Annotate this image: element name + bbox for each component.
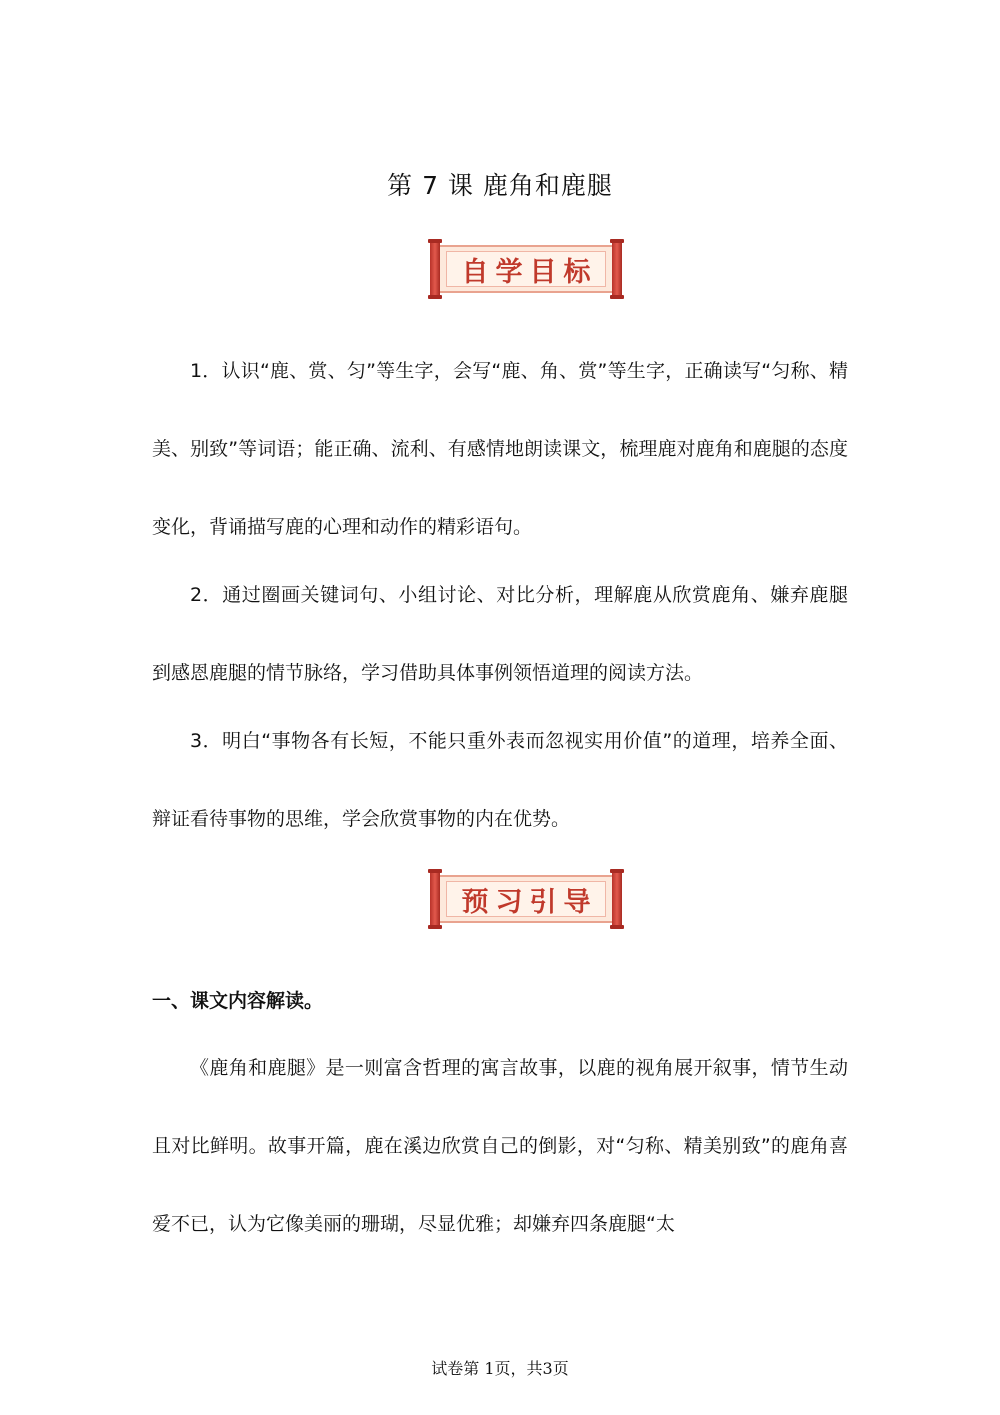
banner-preview-guide bbox=[430, 871, 622, 927]
banner-self-study-goals bbox=[430, 241, 622, 297]
banner-panel bbox=[440, 245, 612, 293]
scroll-rod-right bbox=[612, 871, 622, 927]
section-paragraph: 《鹿角和鹿腿》是一则富含哲理的寓言故事，以鹿的视角展开叙事，情节生动且对比鲜明。故事开篇，鹿在溪边欣赏自己的倒影，对“匀称、精美别致”的鹿角喜爱不已，认为它像美丽的珊瑚，尽显优雅；却嫌弃四条鹿腿“太 bbox=[152, 1057, 848, 1235]
goal-item-3: 3．明白“事物各有长短，不能只重外表而忽视实用价值”的道理，培养全面、辩证看待事物的思维，学会欣赏事物的内在优势。 bbox=[152, 730, 848, 830]
page-footer: 试卷第 1页，共3页 bbox=[431, 1359, 569, 1378]
goal-item-1: 1．认识“鹿、赏、匀”等生字，会写“鹿、角、赏”等生字，正确读写“匀称、精美、别致”等词语；能正确、流利、有感情地朗读课文，梳理鹿对鹿角和鹿腿的态度变化，背诵描写鹿的心理和动作的精彩语句。 bbox=[152, 360, 848, 538]
goal-item-2: 2．通过圈画关键词句、小组讨论、对比分析，理解鹿从欣赏鹿角、嫌弃鹿腿到感恩鹿腿的情节脉络，学习借助具体事例领悟道理的阅读方法。 bbox=[152, 584, 848, 684]
banner-label: 自学目标 bbox=[446, 251, 606, 287]
section-heading: 一、课文内容解读。 bbox=[152, 990, 324, 1012]
scroll-rod-left bbox=[430, 871, 440, 927]
page-title: 第 7 课 鹿角和鹿腿 bbox=[387, 171, 613, 200]
scroll-rod-right bbox=[612, 241, 622, 297]
banner-panel bbox=[440, 875, 612, 923]
banner-label: 预习引导 bbox=[446, 881, 606, 917]
scroll-rod-left bbox=[430, 241, 440, 297]
